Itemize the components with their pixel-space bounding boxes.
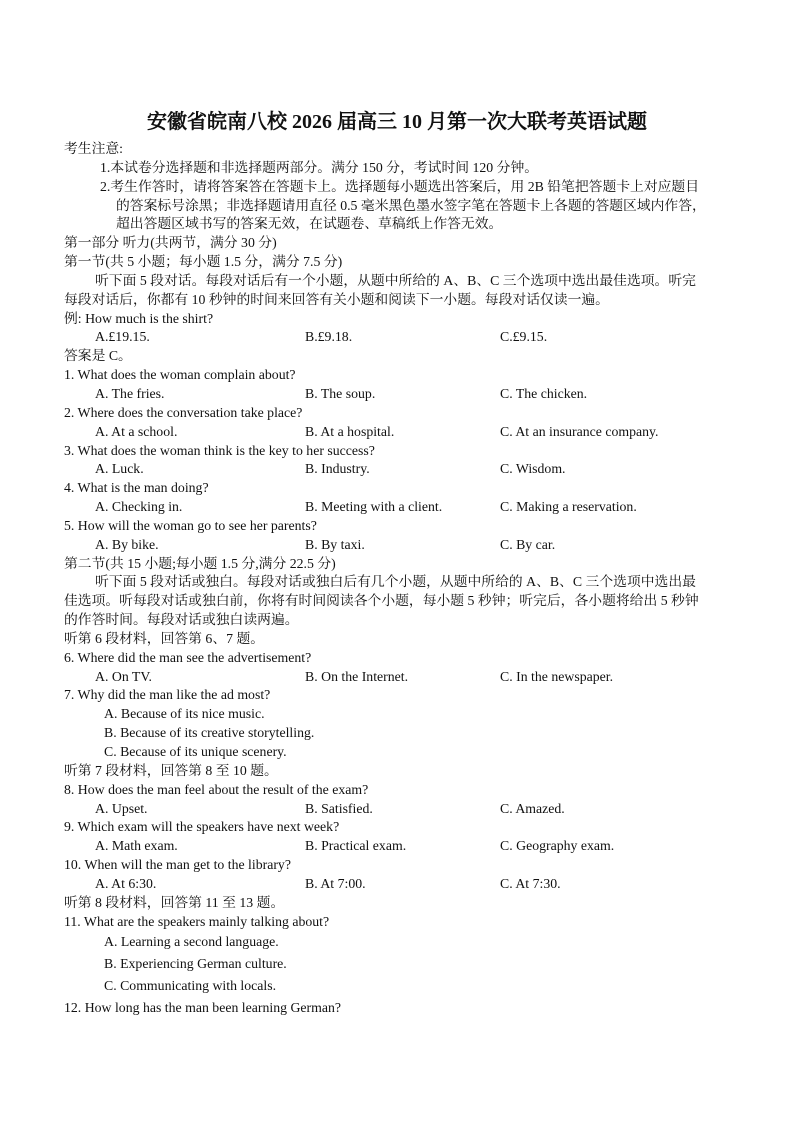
question-6-text: 6. Where did the man see the advertisement? xyxy=(64,649,312,665)
question-11-option-c: C. Communicating with locals. xyxy=(104,978,277,994)
question-9-option-c: C. Geography exam. xyxy=(500,838,615,854)
notice-item-2-line-1: 2.考生作答时，请将答案答在答题卡上。选择题每小题选出答案后，用 2B 铅笔把答题卡上对应题目 xyxy=(100,178,700,194)
section2-instructions-line-1: 听下面 5 段对话或独白。每段对话或独白后有几个小题，从题中所给的 A、B、C 三个选项中选出最 xyxy=(95,574,696,590)
question-3-options xyxy=(64,460,730,479)
section1-instructions-line-1: 听下面 5 段对话。每段对话后有一个小题，从题中所给的 A、B、C 三个选项中选出最佳选项。听完 xyxy=(95,272,696,288)
question-2-option-a: A. At a school. xyxy=(95,423,178,439)
question-11-option-b: B. Experiencing German culture. xyxy=(104,956,287,972)
notice-item-2-line-3: 超出答题区域书写的答案无效，在试题卷、草稿纸上作答无效。 xyxy=(116,216,503,232)
section1-heading: 第一节(共 5 小题；每小题 1.5 分，满分 7.5 分) xyxy=(64,254,343,270)
passage-3-lead: 听第 8 段材料，回答第 11 至 13 题。 xyxy=(64,894,285,910)
example-option-a: A.£19.15. xyxy=(95,329,150,345)
page-title: 安徽省皖南八校 2026 届高三 10 月第一次大联考英语试题 xyxy=(147,111,647,133)
question-9-option-b: B. Practical exam. xyxy=(305,838,407,854)
question-6-options xyxy=(64,668,730,687)
question-12-text: 12. How long has the man been learning German? xyxy=(64,999,342,1015)
question-1-options xyxy=(64,385,730,404)
question-2-option-c: C. At an insurance company. xyxy=(500,423,659,439)
question-11-option-a: A. Learning a second language. xyxy=(104,934,279,950)
question-5-option-b: B. By taxi. xyxy=(305,536,365,552)
passage-2-lead: 听第 7 段材料，回答第 8 至 10 题。 xyxy=(64,762,278,778)
question-5-option-a: A. By bike. xyxy=(95,536,159,552)
question-11-text: 11. What are the speakers mainly talking about? xyxy=(64,913,330,929)
question-7-option-c: C. Because of its unique scenery. xyxy=(104,744,287,759)
notice-item-2-line-2: 的答案标号涂黑；非选择题请用直径 0.5 毫米黑色墨水签字笔在答题卡上各题的答题区域内作答， xyxy=(116,197,706,213)
question-10-options xyxy=(64,875,730,894)
question-3-option-b: B. Industry. xyxy=(305,461,370,477)
example-answer: 答案是 C。 xyxy=(64,348,132,364)
question-3-text: 3. What does the woman think is the key to her success? xyxy=(64,442,375,458)
passage-1-lead: 听第 6 段材料，回答第 6、7 题。 xyxy=(64,630,265,646)
question-2-option-b: B. At a hospital. xyxy=(305,423,395,439)
question-4-option-b: B. Meeting with a client. xyxy=(305,499,443,515)
question-10-text: 10. When will the man get to the library? xyxy=(64,857,291,873)
question-8-option-b: B. Satisfied. xyxy=(305,800,373,816)
question-1-option-a: A. The fries. xyxy=(95,385,165,401)
question-6-option-b: B. On the Internet. xyxy=(305,668,409,684)
question-5-option-c: C. By car. xyxy=(500,536,556,552)
question-4-options xyxy=(64,498,730,517)
question-9-text: 9. Which exam will the speakers have next week? xyxy=(64,819,340,835)
question-1-text: 1. What does the woman complain about? xyxy=(64,367,296,383)
notice-item-1: 1.本试卷分选择题和非选择题两部分。满分 150 分，考试时间 120 分钟。 xyxy=(100,159,539,175)
question-1-option-c: C. The chicken. xyxy=(500,385,588,401)
example-options xyxy=(64,328,730,347)
question-10-option-c: C. At 7:30. xyxy=(500,875,561,891)
question-8-text: 8. How does the man feel about the result of the exam? xyxy=(64,781,369,797)
question-8-options xyxy=(64,800,730,819)
section2-instructions-line-2: 佳选项。听每段对话或独白前，你将有时间阅读各个小题，每小题 5 秒钟；听完后，各小题将给出 5 秒钟 xyxy=(64,593,699,609)
question-2-text: 2. Where does the conversation take place? xyxy=(64,404,303,420)
question-7-text: 7. Why did the man like the ad most? xyxy=(64,687,271,703)
section2-heading: 第二节(共 15 小题;每小题 1.5 分,满分 22.5 分) xyxy=(64,555,336,571)
example-option-c: C.£9.15. xyxy=(500,329,548,345)
example-question: 例: How much is the shirt? xyxy=(64,310,214,326)
section2-instructions-line-3: 的作答时间。每段对话或独白读两遍。 xyxy=(64,612,299,628)
question-2-options xyxy=(64,423,730,442)
question-4-option-a: A. Checking in. xyxy=(95,499,183,515)
question-10-option-b: B. At 7:00. xyxy=(305,875,366,891)
question-1-option-b: B. The soup. xyxy=(305,385,376,401)
question-7-option-a: A. Because of its nice music. xyxy=(104,706,265,722)
question-10-option-a: A. At 6:30. xyxy=(95,875,157,891)
section1-instructions-line-2: 每段对话后，你都有 10 秒钟的时间来回答有关小题和阅读下一小题。每段对话仅读一遍。 xyxy=(64,291,609,307)
question-4-option-c: C. Making a reservation. xyxy=(500,499,637,515)
part1-heading: 第一部分 听力(共两节，满分 30 分) xyxy=(64,235,277,251)
question-3-option-a: A. Luck. xyxy=(95,461,144,477)
exam-paper-page xyxy=(64,110,730,1019)
notice-heading: 考生注意: xyxy=(64,141,124,156)
question-7-option-b: B. Because of its creative storytelling. xyxy=(104,725,315,741)
question-4-text: 4. What is the man doing? xyxy=(64,480,209,496)
question-8-option-a: A. Upset. xyxy=(95,800,148,816)
question-6-option-c: C. In the newspaper. xyxy=(500,668,614,684)
question-8-option-c: C. Amazed. xyxy=(500,800,565,816)
question-5-text: 5. How will the woman go to see her parents? xyxy=(64,517,317,533)
question-9-option-a: A. Math exam. xyxy=(95,838,178,854)
question-3-option-c: C. Wisdom. xyxy=(500,461,566,477)
question-9-options xyxy=(64,837,730,856)
question-6-option-a: A. On TV. xyxy=(95,668,152,684)
example-option-b: B.£9.18. xyxy=(305,329,353,345)
question-5-options xyxy=(64,536,730,555)
